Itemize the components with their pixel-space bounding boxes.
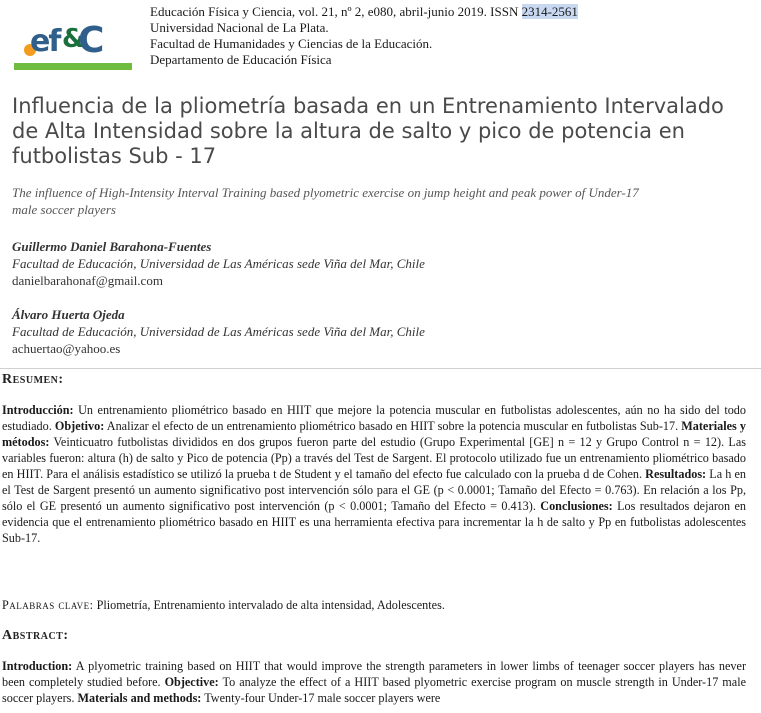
english-title-line: male soccer players <box>12 202 116 217</box>
resultados-text: La h en el Test de Sargent presentó un aumento significativo post intervención sólo para el GE (p < 0.0001; Tamaño del Efecto = 0.763). En relación a los Pp, sólo el GE presentó un aumento significativo post intervención (p < 0.0001; Tamaño del Efecto = 0.413). <box>2 467 746 513</box>
logo-ef: ef <box>30 24 60 59</box>
title-line: Influencia de la pliometría basada en un Entrenamiento Intervalado <box>12 94 724 118</box>
abstract-intro-text: A plyometric training based on HIIT that would improve the strength parameters in lower limbs of teenager soccer players has never been completely studied before. <box>2 659 746 689</box>
author-name: Álvaro Huerta Ojeda <box>12 307 125 322</box>
materials-text: Twenty-four Under-17 male soccer players were <box>201 691 441 705</box>
abstract-intro-label: Introduction: <box>2 659 73 673</box>
materiales-text: Veinticuatro futbolistas divididos en dos grupos fueron parte del estudio (Grupo Experimental [GE] n = 12 y Grupo Control n = 12). Las variables fueron: altura (h) de salto y Pico de potencia (Pp) a través del Test de Sargent. El protocolo utilizado fue un entrenamiento pliométrico basado en HIIT. Para el análisis estadístico se utilizó la prueba t de Student y el tamaño del efecto fue calculado con la prueba d de Cohen. <box>2 435 746 481</box>
article-title <box>12 94 732 169</box>
objective-label: Objective: <box>164 675 219 689</box>
abstract-heading: Abstract: <box>2 628 69 643</box>
keywords-text: Pliometría, Entrenamiento intervalado de alta intensidad, Adolescentes. <box>93 598 445 612</box>
author-block <box>12 306 732 357</box>
author-affiliation: Facultad de Educación, Universidad de Las Américas sede Viña del Mar, Chile <box>12 256 425 271</box>
intro-label: Introducción: <box>2 403 74 417</box>
issn-link[interactable]: 2314-2561 <box>521 4 578 19</box>
title-line: futbolistas Sub - 17 <box>12 144 217 168</box>
english-title-line: The influence of High-Intensity Interval Training based plyometric exercise on jump height and peak power of Under-17 <box>12 185 639 200</box>
keywords-label: Palabras clave: <box>2 598 94 612</box>
department-line: Departamento de Educación Física <box>150 52 332 67</box>
resultados-label: Resultados: <box>645 467 707 481</box>
journal-header <box>10 4 750 74</box>
author-affiliation: Facultad de Educación, Universidad de Las Américas sede Viña del Mar, Chile <box>12 324 425 339</box>
author-email[interactable]: danielbarahonaf@gmail.com <box>12 273 163 288</box>
objective-text: To analyze the effect of a HIIT based plyometric exercise program on muscle strength in Under-17 male soccer players. <box>2 675 746 705</box>
title-line: de Alta Intensidad sobre la altura de salto y pico de potencia en <box>12 119 685 143</box>
conclusiones-text: Los resultados dejaron en evidencia que el entrenamiento pliométrico basado en HIIT es una herramienta efectiva para incrementar la h de salto y Pp en futbolistas adolescentes Sub-17. <box>2 499 746 545</box>
logo-bar <box>14 63 132 70</box>
resumen-heading: Resumen: <box>2 372 64 387</box>
materials-label: Materials and methods: <box>77 691 202 705</box>
faculty-line: Facultad de Humanidades y Ciencias de la Educación. <box>150 36 433 51</box>
intro-text: Un entrenamiento pliométrico basado en HIIT que mejore la potencia muscular en futbolistas adolescentes, aún no ha sido del todo estudiado. <box>2 403 746 433</box>
objetivo-text: Analizar el efecto de un entrenamiento pliométrico basado en HIIT sobre la potencia muscular en futbolistas Sub-17. <box>104 419 682 433</box>
author-block <box>12 238 732 289</box>
english-title <box>12 184 732 218</box>
journal-citation: Educación Física y Ciencia, vol. 21, nº 2, e080, abril-junio 2019. ISSN 2314-2561 <box>150 4 578 19</box>
materiales-label: Materiales y métodos: <box>2 419 746 449</box>
logo-amp: & <box>62 24 85 54</box>
author-name: Guillermo Daniel Barahona-Fuentes <box>12 239 212 254</box>
logo-c: C <box>78 20 105 61</box>
journal-logo <box>14 16 132 70</box>
objetivo-label: Objetivo: <box>54 419 105 433</box>
resumen-paragraph <box>2 402 746 546</box>
section-divider <box>0 368 761 369</box>
keywords-line <box>2 598 445 613</box>
university-line: Universidad Nacional de La Plata. <box>150 20 329 35</box>
conclusiones-label: Conclusiones: <box>540 499 613 513</box>
journal-meta <box>150 4 578 68</box>
author-email[interactable]: achuertao@yahoo.es <box>12 341 121 356</box>
abstract-paragraph <box>2 658 746 706</box>
